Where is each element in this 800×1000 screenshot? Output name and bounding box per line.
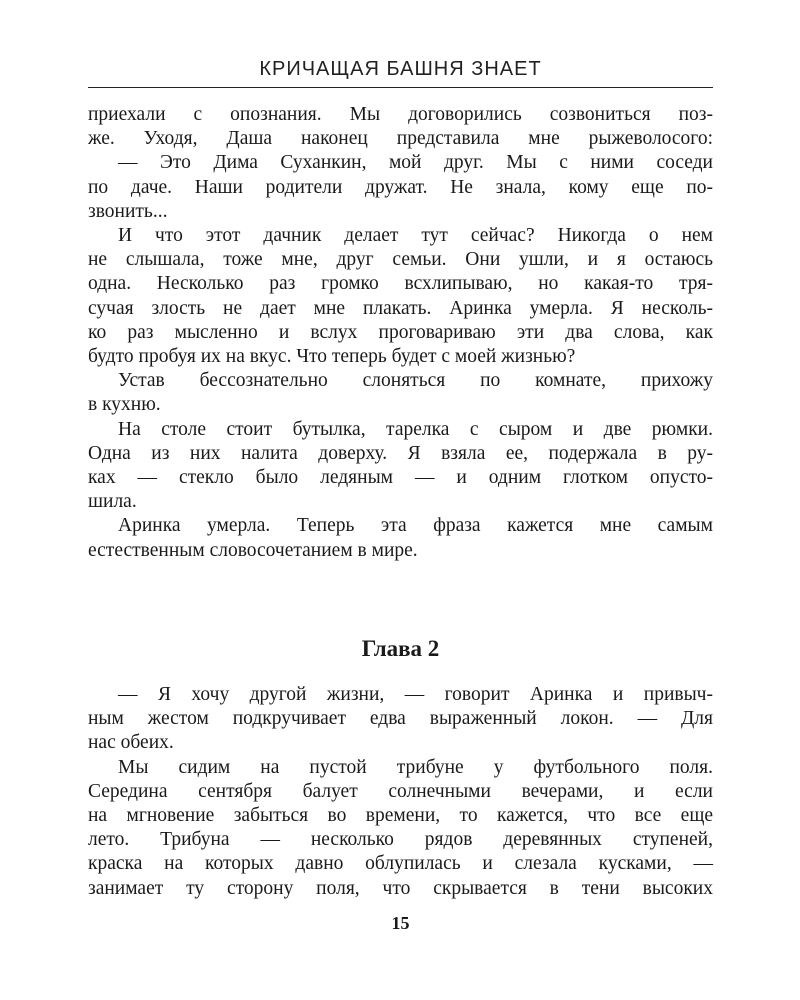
text-line: краска на которых давно облупилась и слезала кусками, — [88, 853, 713, 875]
text-line: — Я хочу другой жизни, — говорит Аринка и привыч- [118, 684, 713, 705]
chapter-title: Глава 2 [361, 636, 440, 661]
text-line: Аринка умерла. Теперь эта фраза кажется мне самым [118, 515, 713, 537]
text-line: одна. Несколько раз громко всхлипываю, но какая-то тря- [88, 273, 713, 295]
text-line: будто пробуя их на вкус. Что теперь будет с моей жизнью? [88, 346, 576, 368]
text-line: не слышала, тоже мне, друг семьи. Они ушли, и я остаюсь [88, 249, 713, 271]
text-line: по даче. Наши родители дружат. Не знала, кому еще по- [88, 176, 713, 198]
text-line: ным жестом подкручивает едва выраженный локон. — Для [88, 708, 713, 730]
section-2-text [88, 683, 713, 901]
text-line: — Это Дима Суханкин, мой друг. Мы с ними соседи [118, 152, 713, 174]
text-line: приехали с опознания. Мы договорились созвониться поз- [88, 104, 713, 125]
section-1-text [88, 103, 713, 563]
text-line: же. Уходя, Даша наконец представила мне рыжеволосого: [88, 128, 713, 150]
text-line: Середина сентября балует солнечными вечерами, и если [88, 780, 713, 802]
text-line: Мы сидим на пустой трибуне у футбольного поля. [118, 756, 713, 778]
text-line: На столе стоит бутылка, тарелка с сыром и две рюмки. [118, 418, 713, 440]
text-line: лето. Трибуна — несколько рядов деревянных ступеней, [88, 829, 713, 851]
text-line: Устав бессознательно слоняться по комнате, прихожу [118, 370, 713, 392]
page-number: 15 [391, 913, 410, 933]
text-line: ко раз мысленно и вслух проговариваю эти два слова, как [88, 321, 713, 343]
text-line: естественным словосочетанием в мире. [88, 539, 418, 561]
text-line: И что этот дачник делает тут сейчас? Никогда о нем [118, 225, 713, 247]
text-line: ках — стекло было ледяным — и одним глотком опусто- [88, 467, 713, 489]
text-line: Одна из них налита доверху. Я взяла ее, подержала в ру- [88, 442, 713, 464]
text-line: в кухню. [88, 394, 161, 416]
text-line: сучая злость не дает мне плакать. Аринка умерла. Я несколь- [88, 297, 713, 319]
text-line: шила. [88, 491, 137, 513]
text-line: на мгновение забыться во времени, то кажется, что все еще [88, 805, 713, 827]
running-header: КРИЧАЩАЯ БАШНЯ ЗНАЕТ [259, 58, 542, 80]
text-line: нас обеих. [88, 732, 174, 754]
text-line: звонить... [88, 200, 168, 222]
text-line: занимает ту сторону поля, что скрывается в тени высоких [88, 877, 713, 899]
header-rule [88, 87, 713, 88]
